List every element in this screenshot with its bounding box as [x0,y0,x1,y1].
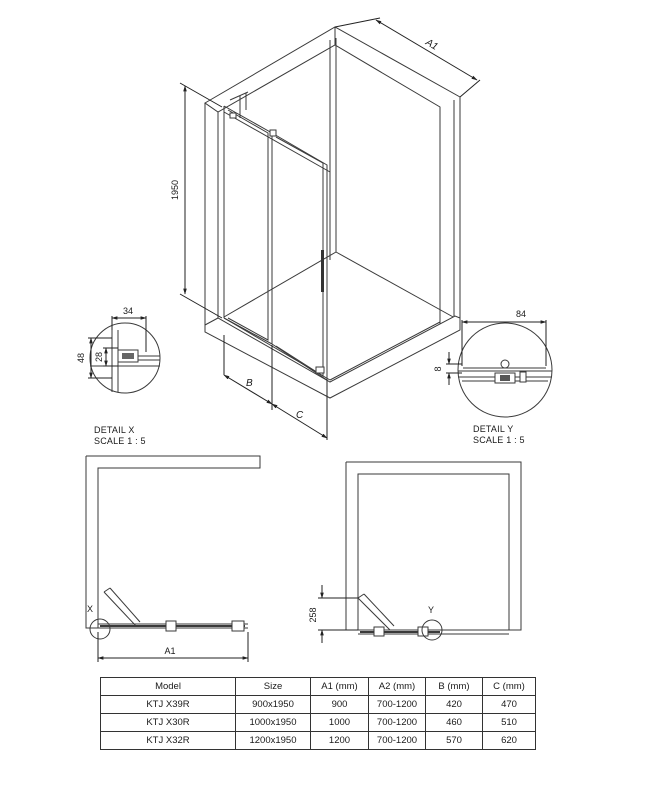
table-row [101,714,536,732]
spec-table [100,677,536,750]
col-a1: A1 (mm) [311,678,369,696]
iso-b-label: B [246,378,253,389]
detail-y-title: DETAIL Y [473,424,514,434]
col-model: Model [101,678,236,696]
cell-b: 570 [426,732,483,750]
table-header-row [101,678,536,696]
plan-left-a1-label: A1 [164,646,176,656]
door-handle [321,250,324,292]
detail-x-inner-label: 28 [94,351,104,363]
plan-view-left [86,456,260,662]
cell-a1: 1200 [311,732,369,750]
cell-size: 1000x1950 [236,714,311,732]
cell-model: KTJ X32R [101,732,236,750]
detail-x-outer-label: 48 [76,352,86,364]
cell-b: 420 [426,696,483,714]
cell-a2: 700-1200 [369,732,426,750]
plan-right-258-label: 258 [308,607,318,623]
col-a2: A2 (mm) [369,678,426,696]
detail-y-width-label: 84 [515,309,527,319]
detail-y-caption [473,424,525,446]
iso-height-label: 1950 [170,179,180,201]
col-size: Size [236,678,311,696]
col-b: B (mm) [426,678,483,696]
plan-right-marker-y: Y [428,605,435,615]
detail-y [446,320,552,417]
cell-c: 510 [483,714,536,732]
plan-left-marker-x: X [87,604,94,614]
detail-y-scale: SCALE 1 : 5 [473,435,525,445]
col-c: C (mm) [483,678,536,696]
detail-x-title: DETAIL X [94,425,135,435]
iso-c-label: C [296,410,304,421]
back-wall [205,27,460,330]
iso-a1-label: A1 [423,37,440,53]
cell-a1: 900 [311,696,369,714]
detail-x-width-label: 34 [122,306,134,316]
cell-a2: 700-1200 [369,714,426,732]
cell-c: 620 [483,732,536,750]
cell-c: 470 [483,696,536,714]
plan-view-right [318,462,521,643]
cell-a1: 1000 [311,714,369,732]
marker-x-circle [90,619,110,639]
table-row [101,696,536,714]
cell-b: 460 [426,714,483,732]
wall-bracket [230,113,236,118]
roller-bottom [316,367,324,373]
table-row [101,732,536,750]
cell-size: 1200x1950 [236,732,311,750]
roller-top [270,130,276,136]
cell-model: KTJ X39R [101,696,236,714]
cell-size: 900x1950 [236,696,311,714]
left-wall [205,103,224,325]
detail-x-scale: SCALE 1 : 5 [94,436,146,446]
dim-height [180,83,222,318]
cell-a2: 700-1200 [369,696,426,714]
isometric-view [180,18,480,440]
detail-x-caption [94,425,146,447]
cell-model: KTJ X30R [101,714,236,732]
detail-y-circle [458,323,552,417]
detail-y-height-label: 8 [433,366,443,372]
